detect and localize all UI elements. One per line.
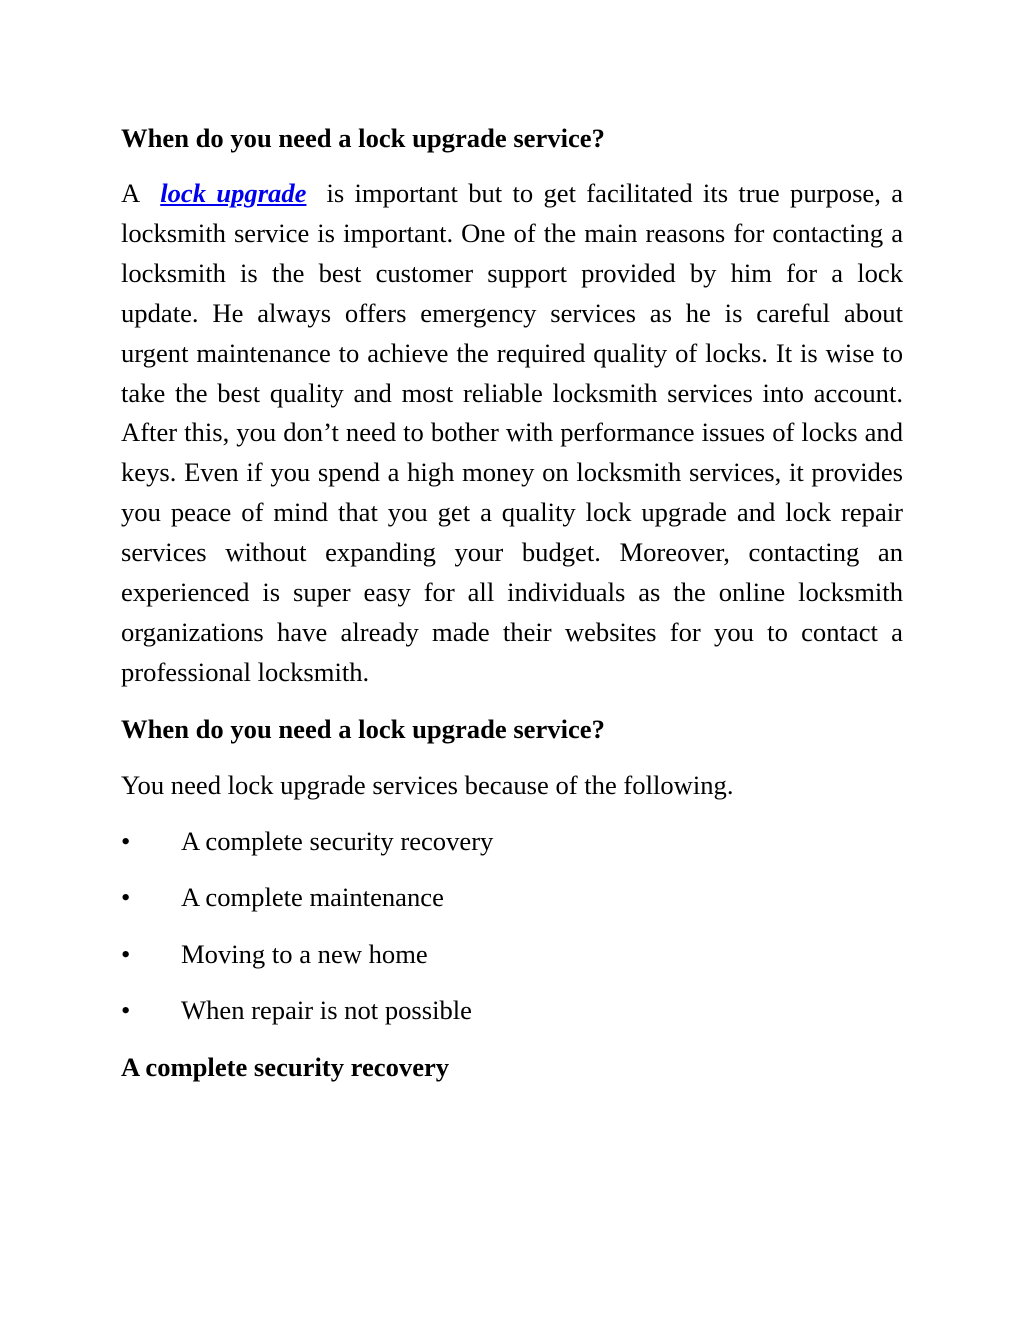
spacer	[121, 158, 903, 174]
paragraph-text: is important but to get facilitated its true purpose, a locksmith service is important. One of the main reasons for contacting a locksmith is the best customer support provided by him for a lock update. He always offers emergency services as he is careful about urgent maintenance to achieve the required quality of locks. It is wise to take the best quality and most reliable locksmith services into account. After this, you don’t need to bother with performance issues of locks and keys. Even if you spend a high money on locksmith services, it provides you peace of mind that you get a quality lock upgrade and lock repair services without expanding your budget. Moreover, contacting an experienced is super easy for all individuals as the online locksmith organizations have already made their websites for you to contact a professional locksmith.	[121, 178, 903, 687]
list-item-text: A complete maintenance	[181, 882, 444, 913]
body-paragraph	[121, 174, 903, 693]
list-item-text: Moving to a new home	[181, 938, 428, 969]
spacer	[121, 693, 903, 709]
bullet-icon: •	[121, 882, 131, 913]
intro-text: You need lock upgrade services because of the following.	[121, 769, 734, 800]
section-heading: When do you need a lock upgrade service?	[121, 123, 605, 153]
spacer	[121, 749, 903, 765]
list-item	[121, 821, 903, 861]
section-heading: When do you need a lock upgrade service?	[121, 713, 605, 744]
list-item	[121, 990, 903, 1030]
list-item-text: When repair is not possible	[181, 995, 472, 1026]
list-item	[121, 934, 903, 974]
bullet-icon: •	[121, 825, 131, 856]
document-page	[121, 118, 903, 1087]
spacer	[121, 805, 903, 821]
paragraph-prefix: A	[121, 178, 141, 208]
section-heading: A complete security recovery	[121, 1051, 450, 1082]
bullet-icon: •	[121, 995, 131, 1026]
bullet-icon: •	[121, 938, 131, 969]
lock-upgrade-link[interactable]: lock upgrade	[160, 178, 307, 208]
list-item	[121, 877, 903, 917]
list-item-text: A complete security recovery	[181, 825, 494, 856]
